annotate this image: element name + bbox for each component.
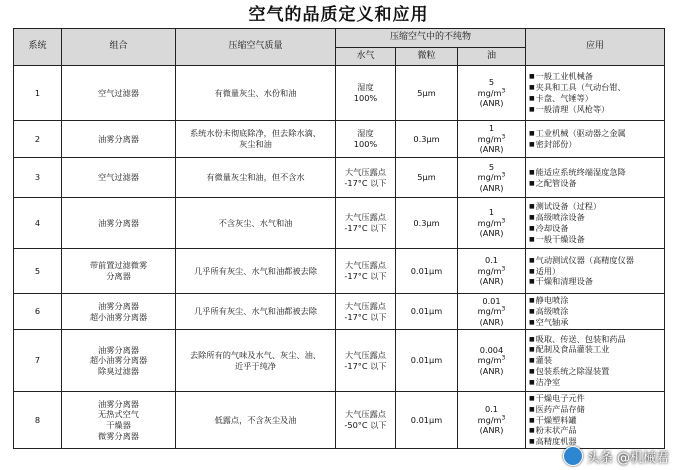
bullet-square-icon: ■ (529, 95, 535, 102)
oil-unit-power: 3 (501, 413, 506, 421)
oil-unit-line (460, 134, 523, 145)
application-item (529, 355, 662, 366)
cell-water-line: 大气压露点 (345, 166, 386, 177)
cell-particle: 5μm (396, 66, 458, 121)
application-text: 气动测试仪器（高精度仪器 (535, 254, 634, 265)
bullet-square-icon: ■ (529, 427, 535, 435)
cell-quality (176, 249, 336, 294)
header-quality: 压缩空气质量 (176, 29, 336, 66)
watermark-text: 头条 @机械君 (586, 450, 669, 466)
bullet-square-icon: ■ (529, 308, 535, 316)
oil-note: (ANR) (479, 425, 504, 436)
application-text: 吸取、传送、包装和药品 (535, 333, 626, 344)
oil-unit: mg/m (477, 414, 502, 425)
table-row (14, 330, 665, 392)
application-item (529, 71, 662, 82)
table-row (14, 198, 665, 249)
oil-note: (ANR) (479, 182, 504, 193)
cell-water-line: 大气压露点 (345, 409, 386, 420)
oil-unit-power: 3 (501, 264, 506, 272)
cell-quality (176, 294, 336, 330)
cell-water-line: 大气压露点 (345, 300, 386, 311)
bullet-square-icon: ■ (529, 105, 535, 113)
application-text: 高精度机器 (535, 436, 577, 447)
cell-system: 4 (14, 198, 62, 249)
cell-oil (458, 158, 526, 198)
cell-quality-line: 几乎所有灰尘、水气和油都被去除 (194, 306, 317, 317)
oil-unit-line (460, 306, 523, 317)
cell-combination (62, 158, 176, 198)
bullet-square-icon: ■ (529, 318, 535, 326)
application-item (529, 425, 662, 436)
bullet-square-icon: ■ (529, 225, 535, 232)
cell-water-line: -17°C 以下 (344, 271, 387, 281)
cell-quality (176, 158, 336, 198)
cell-quality-line: 近乎于纯净 (235, 360, 276, 371)
application-item (529, 366, 662, 377)
cell-water-line: -17°C 以下 (344, 177, 387, 188)
oil-unit-power: 3 (501, 86, 506, 94)
bullet-square-icon: ■ (529, 346, 535, 354)
cell-water (336, 330, 396, 392)
application-text: 之配管设备 (535, 177, 577, 188)
cell-particle: 0.3μm (396, 121, 458, 158)
bullet-square-icon: ■ (529, 395, 535, 402)
oil-value: 0.004 (479, 344, 504, 355)
cell-quality-line: 有微量灰尘和油，但不含水 (206, 172, 305, 183)
application-item (529, 344, 662, 355)
cell-application (526, 66, 665, 121)
bullet-square-icon: ■ (529, 367, 535, 375)
table-row (14, 121, 665, 158)
application-item (529, 415, 662, 426)
application-item (529, 306, 662, 317)
page-title: 空气的品质定义和应用 (248, 5, 429, 25)
application-item (529, 276, 662, 287)
air-quality-table (13, 28, 665, 449)
cell-oil (458, 66, 526, 121)
bullet-square-icon: ■ (529, 357, 535, 365)
cell-combination-line: 油雾分离器 (98, 133, 139, 144)
oil-value: 1 (488, 123, 495, 134)
application-text: 测试设备（过程） (535, 201, 602, 212)
oil-unit: mg/m (477, 217, 502, 228)
application-text: 配制及食品灌装工业 (535, 344, 610, 355)
cell-quality-line: 去除所有的气味及水气、灰尘、油、 (189, 349, 321, 360)
oil-unit: mg/m (477, 306, 502, 317)
cell-combination-line: 空气过滤器 (98, 87, 139, 98)
oil-note: (ANR) (479, 228, 504, 239)
application-item (529, 223, 662, 234)
oil-value: 0.1 (484, 404, 499, 414)
bullet-square-icon: ■ (529, 235, 535, 243)
oil-unit-line (460, 172, 523, 183)
application-text: 卡盘、气锤等） (535, 93, 593, 103)
oil-note: (ANR) (479, 365, 504, 376)
cell-quality-line: 系统水份未彻底除净，但去除水滴、 (189, 128, 321, 139)
oil-unit-power: 3 (501, 171, 506, 179)
cell-system: 3 (14, 158, 62, 198)
oil-value: 5 (488, 77, 495, 88)
application-text: 适用） (535, 265, 561, 276)
cell-oil (458, 249, 526, 294)
application-text: 冷却设备 (535, 223, 569, 233)
cell-oil (458, 121, 526, 158)
application-item (529, 201, 662, 212)
cell-application (526, 249, 665, 294)
bullet-square-icon: ■ (529, 378, 535, 386)
application-text: 密封部份） (535, 139, 577, 149)
watermark (563, 446, 669, 466)
application-item (529, 404, 662, 415)
cell-oil (458, 330, 526, 392)
oil-unit-power: 3 (501, 132, 506, 140)
cell-particle: 0.01μm (396, 249, 458, 294)
oil-note: (ANR) (479, 98, 504, 109)
oil-value: 0.01 (482, 295, 501, 306)
bullet-square-icon: ■ (529, 73, 535, 81)
cell-quality-line: 低露点，不含灰尘及油 (214, 414, 297, 425)
cell-combination (62, 198, 176, 249)
cell-oil (458, 392, 526, 449)
application-item (529, 167, 662, 178)
application-item (529, 178, 662, 189)
cell-quality (176, 198, 336, 249)
application-text: 工业机械（驱动器之金属 (535, 128, 626, 139)
cell-water-line: -17°C 以下 (344, 360, 387, 371)
cell-quality (176, 66, 336, 121)
cell-application (526, 198, 665, 249)
cell-oil (458, 198, 526, 249)
oil-unit: mg/m (477, 172, 502, 183)
oil-unit-power: 3 (501, 354, 506, 362)
application-text: 干燥电子元件 (535, 393, 585, 403)
bullet-square-icon: ■ (529, 297, 535, 305)
table-body (14, 66, 665, 449)
bullet-square-icon: ■ (529, 416, 535, 424)
cell-water (336, 294, 396, 330)
oil-unit-power: 3 (501, 305, 506, 313)
application-text: 包装系统之除湿装置 (535, 365, 610, 376)
cell-combination-line: 油雾分离器 (98, 300, 139, 311)
cell-water (336, 198, 396, 249)
bullet-square-icon: ■ (529, 130, 535, 138)
cell-water-line: -17°C 以下 (344, 223, 387, 233)
application-item (529, 266, 662, 277)
cell-combination-line: 分离器 (106, 271, 131, 281)
cell-particle: 0.3μm (396, 198, 458, 249)
application-text: 空气轴承 (535, 316, 569, 327)
application-text: 静电喷涂 (535, 295, 569, 306)
cell-water (336, 121, 396, 158)
header-water: 水气 (336, 48, 396, 66)
cell-combination (62, 121, 176, 158)
cell-application (526, 294, 665, 330)
application-item (529, 295, 662, 306)
oil-note: (ANR) (479, 276, 504, 287)
cell-combination-line: 油雾分离器 (98, 217, 139, 228)
application-text: 高级喷涂设备 (535, 212, 585, 223)
cell-combination-line: 无热式空气 (98, 409, 139, 420)
bullet-square-icon: ■ (529, 405, 535, 413)
cell-water-line: -17°C 以下 (344, 311, 387, 322)
cell-combination-line: 超小油雾分离器 (89, 355, 148, 366)
oil-note: (ANR) (479, 316, 504, 327)
application-item (529, 82, 662, 93)
application-item (529, 234, 662, 245)
cell-combination-line: 微雾分离器 (98, 430, 139, 441)
bullet-square-icon: ■ (529, 168, 535, 176)
oil-unit-line (460, 218, 523, 229)
cell-combination (62, 249, 176, 294)
oil-unit: mg/m (477, 265, 502, 276)
bullet-square-icon: ■ (529, 278, 535, 286)
cell-particle: 5μm (396, 158, 458, 198)
cell-quality (176, 330, 336, 392)
application-item (529, 104, 662, 115)
header-particle: 微粒 (396, 48, 458, 66)
bullet-square-icon: ■ (529, 256, 535, 264)
application-item (529, 139, 662, 150)
table-row (14, 294, 665, 330)
cell-combination-line: 带前置过滤微雾 (89, 260, 148, 271)
cell-quality (176, 392, 336, 449)
cell-particle: 0.01μm (396, 330, 458, 392)
header-system: 系统 (14, 29, 62, 66)
header-oil: 油 (458, 48, 526, 66)
application-text: 一般清理（风枪等） (535, 103, 610, 114)
cell-system: 6 (14, 294, 62, 330)
table-row (14, 392, 665, 449)
cell-application (526, 330, 665, 392)
cell-system: 2 (14, 121, 62, 158)
cell-combination (62, 66, 176, 121)
cell-application (526, 121, 665, 158)
application-text: 洁净室 (535, 376, 561, 387)
oil-unit-line (460, 415, 523, 426)
cell-particle: 0.01μm (396, 392, 458, 449)
oil-unit: mg/m (477, 87, 502, 98)
cell-quality-line: 不含灰尘、水气和油 (218, 217, 293, 228)
oil-unit-line (460, 355, 523, 366)
watermark-logo-icon (563, 446, 583, 466)
cell-water (336, 249, 396, 294)
application-item (529, 317, 662, 328)
application-text: 干燥塑料罐 (535, 414, 577, 425)
cell-combination-line: 超小油雾分离器 (89, 311, 148, 322)
oil-value: 1 (488, 207, 495, 218)
application-text: 医药产品存储 (535, 403, 585, 414)
oil-value: 0.1 (484, 255, 499, 266)
application-item (529, 334, 662, 345)
cell-water-line: -50°C 以下 (344, 419, 387, 430)
cell-combination-line: 空气过滤器 (98, 172, 139, 183)
application-text: 灌装 (535, 355, 553, 366)
bullet-square-icon: ■ (529, 179, 535, 187)
cell-water-line: 大气压露点 (345, 212, 386, 223)
oil-unit: mg/m (477, 133, 502, 144)
oil-value: 5 (488, 161, 495, 172)
cell-water-line: 100% (353, 93, 378, 103)
header-impurities: 压缩空气中的不纯物 (336, 29, 526, 48)
bullet-square-icon: ■ (529, 214, 535, 222)
application-text: 干燥和清理设备 (535, 276, 593, 287)
cell-combination (62, 392, 176, 449)
oil-unit-line (460, 88, 523, 99)
header-combination: 组合 (62, 29, 176, 66)
cell-oil (458, 294, 526, 330)
cell-combination-line: 油雾分离器 (98, 398, 139, 409)
application-item (529, 393, 662, 404)
cell-quality-line: 灰尘和油 (239, 139, 272, 149)
application-text: 粉末状产品 (535, 425, 577, 436)
application-text: 能适应系统终端湿度急降 (535, 166, 626, 177)
application-item (529, 255, 662, 266)
bullet-square-icon: ■ (529, 438, 535, 446)
cell-combination-line: 油雾分离器 (98, 344, 139, 355)
cell-water (336, 158, 396, 198)
application-item (529, 93, 662, 104)
cell-application (526, 158, 665, 198)
cell-application (526, 392, 665, 449)
cell-water (336, 392, 396, 449)
cell-water-line: 湿度 (357, 82, 374, 93)
cell-quality (176, 121, 336, 158)
cell-water-line: 大气压露点 (345, 260, 386, 271)
cell-combination (62, 294, 176, 330)
bullet-square-icon: ■ (529, 203, 535, 211)
bullet-square-icon: ■ (529, 84, 535, 92)
table-row (14, 66, 665, 121)
oil-unit: mg/m (477, 355, 502, 366)
cell-quality-line: 有微量灰尘、水份和油 (214, 87, 297, 98)
cell-water-line: 湿度 (357, 128, 374, 139)
oil-unit-line (460, 266, 523, 277)
cell-system: 7 (14, 330, 62, 392)
application-text: 一般干燥设备 (535, 233, 585, 244)
bullet-square-icon: ■ (529, 335, 535, 343)
application-text: 高级喷涂 (535, 306, 569, 317)
application-text: 一般工业机械备 (535, 71, 593, 82)
oil-unit-power: 3 (501, 216, 506, 224)
oil-note: (ANR) (479, 144, 504, 155)
application-item (529, 377, 662, 388)
cell-combination-line: 干燥器 (106, 419, 131, 430)
application-item (529, 212, 662, 223)
table-row (14, 249, 665, 294)
bullet-square-icon: ■ (529, 141, 535, 148)
application-item (529, 128, 662, 139)
cell-combination-line: 除臭过滤器 (98, 365, 139, 376)
cell-combination (62, 330, 176, 392)
cell-water-line: 100% (353, 139, 378, 149)
cell-water-line: 大气压露点 (345, 349, 386, 360)
cell-particle: 0.01μm (396, 294, 458, 330)
cell-system: 1 (14, 66, 62, 121)
application-text: 夹具和工具（气动台钳、 (535, 82, 626, 93)
cell-water (336, 66, 396, 121)
cell-system: 5 (14, 249, 62, 294)
table-row (14, 158, 665, 198)
cell-system: 8 (14, 392, 62, 449)
cell-quality-line: 几乎所有灰尘、水气和油都被去除 (194, 265, 317, 276)
bullet-square-icon: ■ (529, 267, 535, 275)
header-application: 应用 (526, 29, 665, 66)
